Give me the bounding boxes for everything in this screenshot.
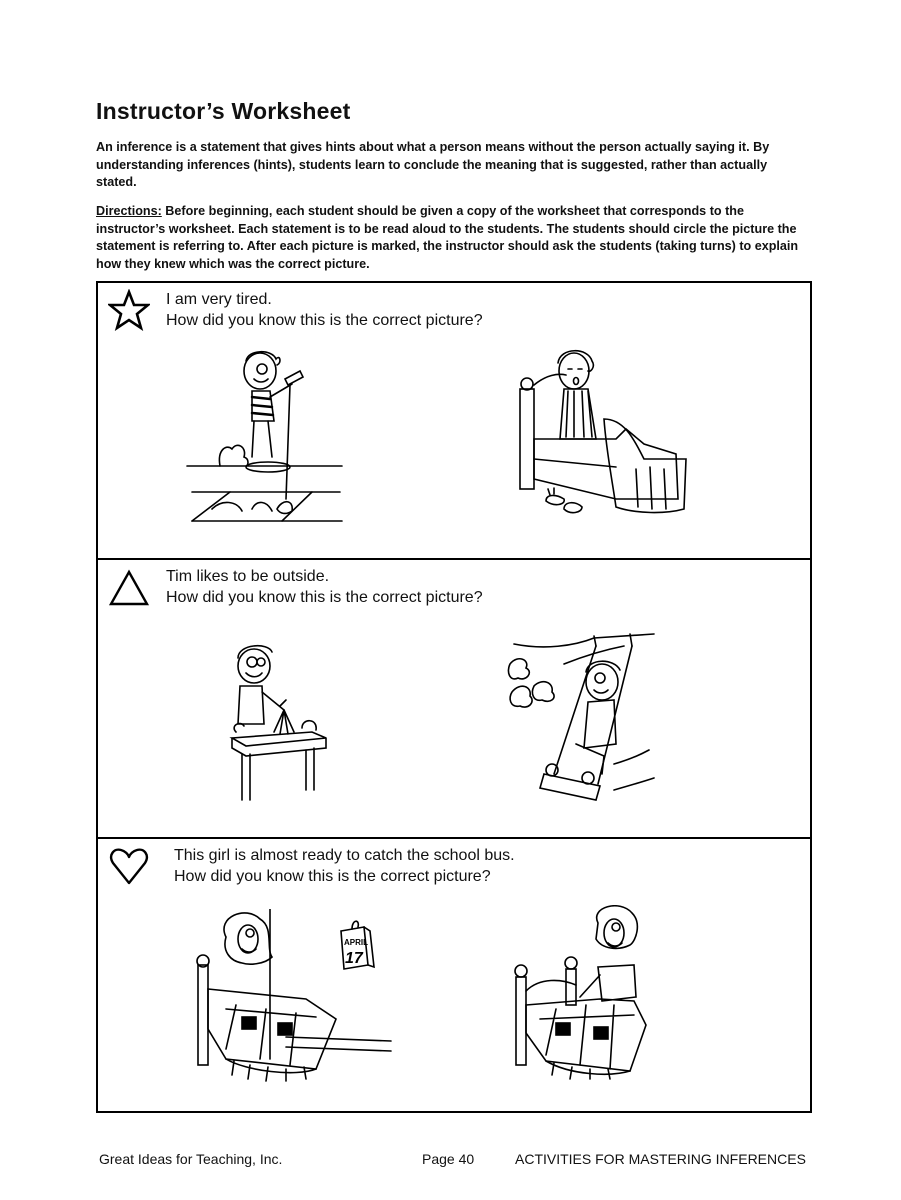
boy-dusting-table-picture[interactable] <box>228 640 338 810</box>
intro-paragraph: An inference is a statement that gives hints about what a person means without the person actually saying it. By understanding inferences (hints), students learn to conclude the meaning that is suggested, rather than actually stated. <box>96 140 770 189</box>
page-title: Instructor’s Worksheet <box>96 98 351 124</box>
statement-text: Tim likes to be outside. <box>166 568 330 585</box>
calendar-icon <box>341 921 374 969</box>
boy-on-pogo-stick-picture[interactable] <box>182 349 352 524</box>
footer-publisher: Great Ideas for Teaching, Inc. <box>99 1151 283 1167</box>
girl-in-bed-calendar-picture[interactable] <box>186 909 401 1084</box>
directions-label: Directions: <box>96 204 162 218</box>
boy-on-tree-swing-picture[interactable] <box>504 624 669 809</box>
item-panel-heart <box>98 839 810 1111</box>
footer-book-title: ACTIVITIES FOR MASTERING INFERENCES <box>515 1151 806 1167</box>
star-icon <box>108 289 150 331</box>
question-text: How did you know this is the correct picture? <box>166 312 483 329</box>
tired-girl-in-bed-picture[interactable] <box>516 349 696 524</box>
calendar-month: APRIL <box>344 938 368 947</box>
heart-icon <box>108 845 150 887</box>
statement-block <box>166 289 483 331</box>
statement-block <box>166 566 483 608</box>
question-text: How did you know this is the correct picture? <box>174 868 491 885</box>
triangle-icon <box>108 566 150 608</box>
statement-block <box>174 845 515 887</box>
item-panel-triangle <box>98 560 810 839</box>
question-text: How did you know this is the correct picture? <box>166 589 483 606</box>
directions-text: Before beginning, each student should be given a copy of the worksheet that corresponds to the instructor’s worksheet. Each statement is to be read aloud to the students. The students should circle the picture the statement is referring to. After each picture is marked, the instructor should ask the students (taking turns) to explain how they knew which was the correct picture. <box>96 204 799 271</box>
directions-paragraph <box>96 203 816 273</box>
footer-page-number: Page 40 <box>422 1151 475 1167</box>
girl-making-bed-picture[interactable] <box>510 905 660 1080</box>
item-panel-star <box>98 283 810 560</box>
statement-text: This girl is almost ready to catch the school bus. <box>174 847 515 864</box>
statement-text: I am very tired. <box>166 291 272 308</box>
calendar-day: 17 <box>345 950 363 967</box>
worksheet-box <box>96 281 812 1113</box>
